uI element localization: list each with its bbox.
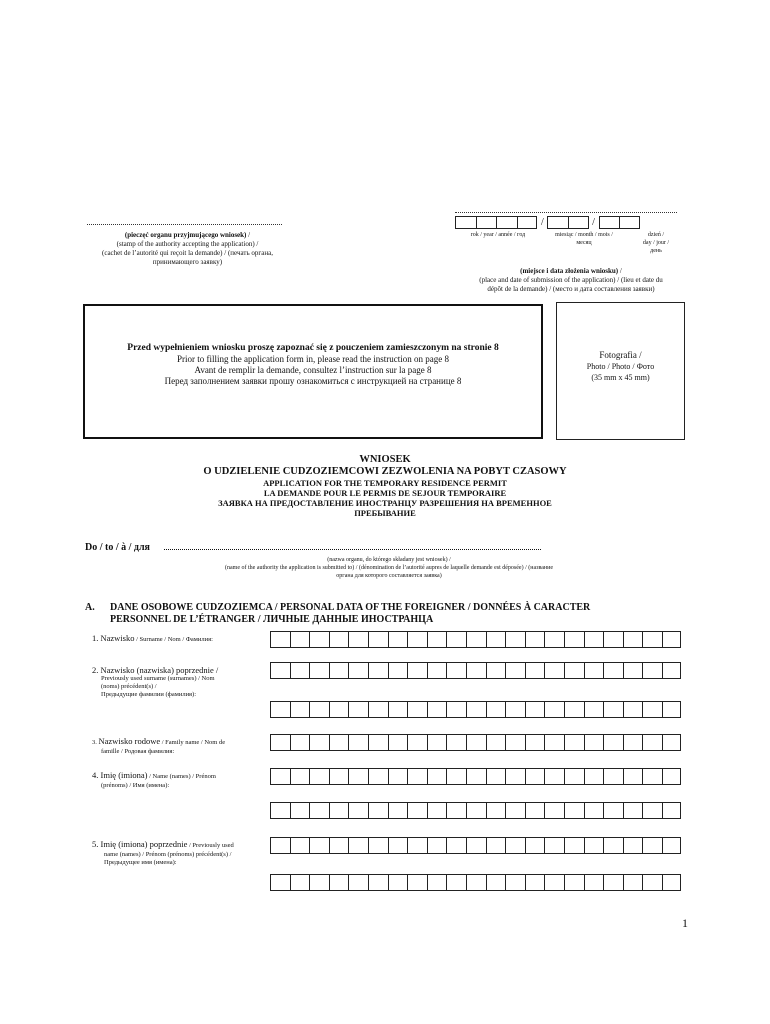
character-cell[interactable]	[270, 631, 290, 648]
character-cell[interactable]	[486, 662, 506, 679]
character-cell[interactable]	[623, 768, 643, 785]
field-2-en: Previously used surname (surnames) / Nom	[101, 675, 215, 682]
character-cell[interactable]	[486, 734, 506, 751]
character-cell[interactable]	[407, 874, 427, 891]
character-cell[interactable]	[505, 874, 525, 891]
character-cell[interactable]	[544, 701, 564, 718]
authority-caption-en-fr: (name of the authority the application is submitted to) / (dénomination de l’autorité aupres de laquelle demande est déposée) / (название	[225, 565, 553, 571]
character-cell[interactable]	[505, 701, 525, 718]
character-cell[interactable]	[544, 837, 564, 854]
character-cell[interactable]	[623, 662, 643, 679]
field-5-main: 5. Imię (imiona) poprzednie	[92, 839, 188, 849]
character-cell[interactable]	[348, 802, 368, 819]
character-cell[interactable]	[388, 802, 408, 819]
character-cell[interactable]	[329, 631, 349, 648]
character-cell[interactable]	[388, 768, 408, 785]
character-cell[interactable]	[486, 631, 506, 648]
character-cell[interactable]	[525, 734, 545, 751]
character-cell[interactable]	[662, 874, 682, 891]
character-cell[interactable]	[544, 734, 564, 751]
character-cell[interactable]	[427, 874, 447, 891]
character-cell[interactable]	[368, 837, 388, 854]
character-cell[interactable]	[642, 802, 662, 819]
photo-label-translations: Photo / Photo / Фото	[586, 362, 655, 371]
character-cell[interactable]	[486, 837, 506, 854]
character-cell[interactable]	[584, 734, 604, 751]
page-number: 1	[682, 916, 688, 930]
character-cell[interactable]	[388, 734, 408, 751]
year-cell-3[interactable]	[496, 216, 517, 229]
title-ru: ЗАЯВКА НА ПРЕДОСТАВЛЕНИЕ ИНОСТРАНЦУ РАЗРЕШЕНИЯ НА ВРЕМЕННОЕ	[218, 498, 552, 508]
field-3-label	[92, 736, 225, 756]
character-cell[interactable]	[348, 837, 368, 854]
authority-caption	[84, 556, 694, 580]
character-cell[interactable]	[368, 874, 388, 891]
title-fr: LA DEMANDE POUR LE PERMIS DE SEJOUR TEMPORAIRE	[263, 488, 507, 498]
character-cell[interactable]	[270, 734, 290, 751]
character-cell[interactable]	[407, 768, 427, 785]
character-cell[interactable]	[603, 837, 623, 854]
character-cell[interactable]	[388, 874, 408, 891]
character-cell[interactable]	[446, 701, 466, 718]
month-label: miesiąc / month / mois / месяц	[555, 232, 613, 246]
character-cell[interactable]	[368, 631, 388, 648]
field-5-ru: Предыдущее имя (имена):	[104, 859, 177, 866]
stamp-label-bold: (pieczęć organu przyjmującego wniosek)	[124, 231, 247, 239]
character-cell[interactable]	[564, 874, 584, 891]
section-a-heading	[110, 602, 690, 626]
character-cell[interactable]	[427, 662, 447, 679]
character-cell[interactable]	[270, 874, 290, 891]
place-date-caption	[448, 267, 694, 294]
field-3-fr-ru: famille / Родовая фамилия:	[101, 748, 175, 755]
character-cell[interactable]	[584, 662, 604, 679]
character-cell[interactable]	[407, 701, 427, 718]
character-cell[interactable]	[623, 701, 643, 718]
character-cell[interactable]	[623, 734, 643, 751]
character-cell[interactable]	[309, 734, 329, 751]
character-cell[interactable]	[525, 874, 545, 891]
character-cell[interactable]	[309, 631, 329, 648]
authority-caption-ru: органа для которого составляется заявка)	[336, 573, 442, 579]
character-cell[interactable]	[407, 802, 427, 819]
place-date-bold: (miejsce i data złożenia wniosku)	[520, 267, 619, 275]
character-cell[interactable]	[466, 802, 486, 819]
date-field[interactable]	[455, 216, 640, 229]
day-cell-1[interactable]	[599, 216, 620, 229]
character-cell[interactable]	[603, 874, 623, 891]
character-cell[interactable]	[309, 662, 329, 679]
field-5-label	[92, 839, 234, 867]
character-cell[interactable]	[544, 874, 564, 891]
character-cell[interactable]	[368, 734, 388, 751]
field-2-main: 2. Nazwisko (nazwiska) poprzednie /	[92, 665, 219, 675]
character-cell[interactable]	[329, 874, 349, 891]
section-a-line1: DANE OSOBOWE CUDZOZIEMCA / PERSONAL DATA OF THE FOREIGNER / DONNÉES À CARACTER	[110, 602, 591, 613]
day-label: dzień / day / jour / день	[642, 232, 670, 254]
year-cell-1[interactable]	[455, 216, 476, 229]
family-name-cells[interactable]	[270, 734, 681, 751]
authority-label: Do / to / à / для	[85, 542, 150, 553]
character-cell[interactable]	[603, 734, 623, 751]
character-cell[interactable]	[544, 802, 564, 819]
previous-surname-cells-2[interactable]	[270, 701, 681, 718]
character-cell[interactable]	[427, 837, 447, 854]
character-cell[interactable]	[662, 662, 682, 679]
field-4-label	[92, 770, 216, 790]
character-cell[interactable]	[505, 802, 525, 819]
character-cell[interactable]	[290, 701, 310, 718]
character-cell[interactable]	[290, 768, 310, 785]
notice-en: Prior to filling the application form in, please read the instruction on page 8	[177, 354, 449, 364]
field-2-label	[92, 665, 218, 699]
character-cell[interactable]	[348, 734, 368, 751]
field-1-label	[92, 633, 213, 643]
section-a-line2: PERSONNEL DE L’ÉTRANGER / ЛИЧНЫЕ ДАННЫЕ ИНОСТРАНЦА	[110, 614, 434, 625]
character-cell[interactable]	[486, 874, 506, 891]
character-cell[interactable]	[270, 662, 290, 679]
field-4-main: 4. Imię (imiona)	[92, 770, 148, 780]
place-date-en-fr: (place and date of submission of the application) / (lieu et date du	[479, 276, 663, 284]
character-cell[interactable]	[466, 631, 486, 648]
character-cell[interactable]	[564, 734, 584, 751]
character-cell[interactable]	[309, 837, 329, 854]
character-cell[interactable]	[329, 837, 349, 854]
character-cell[interactable]	[446, 734, 466, 751]
character-cell[interactable]	[270, 837, 290, 854]
character-cell[interactable]	[486, 802, 506, 819]
day-cell-2[interactable]	[619, 216, 640, 229]
character-cell[interactable]	[388, 631, 408, 648]
character-cell[interactable]	[427, 631, 447, 648]
character-cell[interactable]	[564, 802, 584, 819]
field-2-fr: (noms) précédent(s) /	[101, 683, 157, 690]
character-cell[interactable]	[603, 768, 623, 785]
character-cell[interactable]	[584, 837, 604, 854]
character-cell[interactable]	[662, 837, 682, 854]
character-cell[interactable]	[584, 701, 604, 718]
field-1-rest: / Surname / Nom / Фамилия:	[134, 636, 213, 643]
character-cell[interactable]	[525, 662, 545, 679]
character-cell[interactable]	[662, 768, 682, 785]
character-cell[interactable]	[525, 837, 545, 854]
character-cell[interactable]	[564, 701, 584, 718]
character-cell[interactable]	[427, 734, 447, 751]
character-cell[interactable]	[525, 701, 545, 718]
character-cell[interactable]	[290, 837, 310, 854]
field-4-rest: / Name (names) / Prénom	[147, 773, 216, 780]
date-separator: /	[592, 217, 595, 228]
character-cell[interactable]	[446, 631, 466, 648]
field-5-en-fr: name (names) / Prénom (prénoms) précédent(s) /	[104, 851, 232, 858]
character-cell[interactable]	[466, 662, 486, 679]
field-3-number: 3.	[92, 739, 99, 746]
character-cell[interactable]	[446, 874, 466, 891]
character-cell[interactable]	[466, 874, 486, 891]
name-cells-2[interactable]	[270, 802, 681, 819]
year-cell-2[interactable]	[476, 216, 497, 229]
character-cell[interactable]	[486, 701, 506, 718]
character-cell[interactable]	[603, 631, 623, 648]
month-cell-1[interactable]	[547, 216, 568, 229]
place-date-fr-ru: dépôt de la demande) / (место и дата составления заявки)	[487, 285, 655, 293]
character-cell[interactable]	[290, 662, 310, 679]
character-cell[interactable]	[486, 768, 506, 785]
character-cell[interactable]	[329, 662, 349, 679]
photo-size: (35 mm x 45 mm)	[591, 373, 650, 382]
character-cell[interactable]	[427, 701, 447, 718]
character-cell[interactable]	[544, 631, 564, 648]
character-cell[interactable]	[446, 662, 466, 679]
character-cell[interactable]	[603, 662, 623, 679]
photo-box[interactable]	[556, 302, 685, 440]
character-cell[interactable]	[348, 874, 368, 891]
character-cell[interactable]	[525, 802, 545, 819]
year-label: rok / year / année / год	[470, 232, 526, 238]
field-3-rest: / Family name / Nom de	[160, 739, 226, 746]
character-cell[interactable]	[642, 734, 662, 751]
character-cell[interactable]	[525, 768, 545, 785]
character-cell[interactable]	[388, 662, 408, 679]
character-cell[interactable]	[544, 662, 564, 679]
character-cell[interactable]	[642, 874, 662, 891]
character-cell[interactable]	[662, 734, 682, 751]
character-cell[interactable]	[564, 662, 584, 679]
previous-name-cells-1[interactable]	[270, 837, 681, 854]
previous-name-cells-2[interactable]	[270, 874, 681, 891]
character-cell[interactable]	[662, 701, 682, 718]
character-cell[interactable]	[329, 701, 349, 718]
character-cell[interactable]	[388, 701, 408, 718]
previous-surname-cells-1[interactable]	[270, 662, 681, 679]
stamp-caption-ru: принимающего заявку)	[152, 258, 223, 266]
character-cell[interactable]	[642, 768, 662, 785]
character-cell[interactable]	[309, 874, 329, 891]
character-cell[interactable]	[642, 837, 662, 854]
character-cell[interactable]	[564, 631, 584, 648]
character-cell[interactable]	[584, 802, 604, 819]
stamp-caption-en: (stamp of the authority accepting the application) /	[116, 240, 259, 248]
character-cell[interactable]	[329, 802, 349, 819]
character-cell[interactable]	[348, 701, 368, 718]
character-cell[interactable]	[388, 837, 408, 854]
character-cell[interactable]	[270, 802, 290, 819]
character-cell[interactable]	[466, 768, 486, 785]
character-cell[interactable]	[329, 768, 349, 785]
character-cell[interactable]	[603, 802, 623, 819]
character-cell[interactable]	[623, 631, 643, 648]
character-cell[interactable]	[427, 768, 447, 785]
section-a-letter: A.	[85, 602, 95, 613]
title-en: APPLICATION FOR THE TEMPORARY RESIDENCE PERMIT	[263, 478, 507, 488]
character-cell[interactable]	[623, 837, 643, 854]
character-cell[interactable]	[368, 701, 388, 718]
character-cell[interactable]	[584, 874, 604, 891]
character-cell[interactable]	[368, 802, 388, 819]
field-4-fr-ru: (prénoms) / Имя (имена):	[101, 782, 170, 789]
character-cell[interactable]	[290, 874, 310, 891]
character-cell[interactable]	[348, 631, 368, 648]
year-cell-4[interactable]	[517, 216, 538, 229]
date-dotline	[455, 212, 677, 213]
date-separator: /	[540, 217, 544, 228]
character-cell[interactable]	[662, 631, 682, 648]
character-cell[interactable]	[446, 802, 466, 819]
character-cell[interactable]	[584, 631, 604, 648]
notice-ru: Перед заполнением заявки прошу ознакомиться с инструкцией на странице 8	[164, 376, 462, 386]
form-title	[80, 453, 690, 518]
surname-cells[interactable]	[270, 631, 681, 648]
character-cell[interactable]	[427, 802, 447, 819]
character-cell[interactable]	[309, 701, 329, 718]
character-cell[interactable]	[348, 768, 368, 785]
character-cell[interactable]	[505, 837, 525, 854]
title-pl: O UDZIELENIE CUDZOZIEMCOWI ZEZWOLENIA NA POBYT CZASOWY	[203, 466, 567, 477]
character-cell[interactable]	[270, 768, 290, 785]
character-cell[interactable]	[466, 734, 486, 751]
stamp-caption	[80, 231, 295, 267]
character-cell[interactable]	[407, 734, 427, 751]
character-cell[interactable]	[505, 631, 525, 648]
notice-box	[83, 304, 543, 439]
character-cell[interactable]	[368, 662, 388, 679]
stamp-label-rest: /	[246, 231, 251, 239]
character-cell[interactable]	[466, 701, 486, 718]
character-cell[interactable]	[623, 802, 643, 819]
character-cell[interactable]	[584, 768, 604, 785]
character-cell[interactable]	[544, 768, 564, 785]
character-cell[interactable]	[603, 701, 623, 718]
character-cell[interactable]	[348, 662, 368, 679]
name-cells-1[interactable]	[270, 768, 681, 785]
field-1-main: 1. Nazwisko	[92, 633, 135, 643]
place-date-rest: /	[618, 267, 622, 275]
character-cell[interactable]	[309, 802, 329, 819]
character-cell[interactable]	[309, 768, 329, 785]
stamp-line	[87, 224, 282, 225]
month-cell-2[interactable]	[568, 216, 589, 229]
character-cell[interactable]	[290, 802, 310, 819]
character-cell[interactable]	[446, 768, 466, 785]
character-cell[interactable]	[505, 662, 525, 679]
authority-caption-pl: (nazwa organu, do którego składany jest wniosek) /	[327, 557, 451, 563]
character-cell[interactable]	[446, 837, 466, 854]
character-cell[interactable]	[505, 768, 525, 785]
character-cell[interactable]	[525, 631, 545, 648]
character-cell[interactable]	[623, 874, 643, 891]
character-cell[interactable]	[407, 662, 427, 679]
photo-label: Fotografia /	[599, 350, 642, 360]
character-cell[interactable]	[407, 631, 427, 648]
character-cell[interactable]	[466, 837, 486, 854]
character-cell[interactable]	[564, 837, 584, 854]
stamp-caption-fr: (cachet de l’autorité qui reçoit la demande) / (печать органа,	[102, 249, 273, 257]
field-5-rest: / Previously used	[187, 842, 234, 849]
character-cell[interactable]	[642, 701, 662, 718]
notice-pl: Przed wypełnieniem wniosku proszę zapoznać się z pouczeniem zamieszczonym na stronie 8	[127, 343, 499, 353]
character-cell[interactable]	[642, 631, 662, 648]
character-cell[interactable]	[329, 734, 349, 751]
character-cell[interactable]	[270, 701, 290, 718]
character-cell[interactable]	[505, 734, 525, 751]
field-3-main: Nazwisko rodowe	[98, 736, 161, 746]
field-2-ru: Предыдущие фамилии (фамилия):	[101, 691, 197, 698]
character-cell[interactable]	[368, 768, 388, 785]
character-cell[interactable]	[662, 802, 682, 819]
character-cell[interactable]	[290, 631, 310, 648]
character-cell[interactable]	[564, 768, 584, 785]
authority-input[interactable]	[164, 549, 541, 550]
character-cell[interactable]	[642, 662, 662, 679]
notice-fr: Avant de remplir la demande, consultez l’instruction sur la page 8	[194, 365, 432, 375]
character-cell[interactable]	[290, 734, 310, 751]
title-wniosek: WNIOSEK	[359, 454, 411, 465]
title-ru-cont: ПРЕБЫВАНИЕ	[354, 508, 416, 518]
character-cell[interactable]	[407, 837, 427, 854]
